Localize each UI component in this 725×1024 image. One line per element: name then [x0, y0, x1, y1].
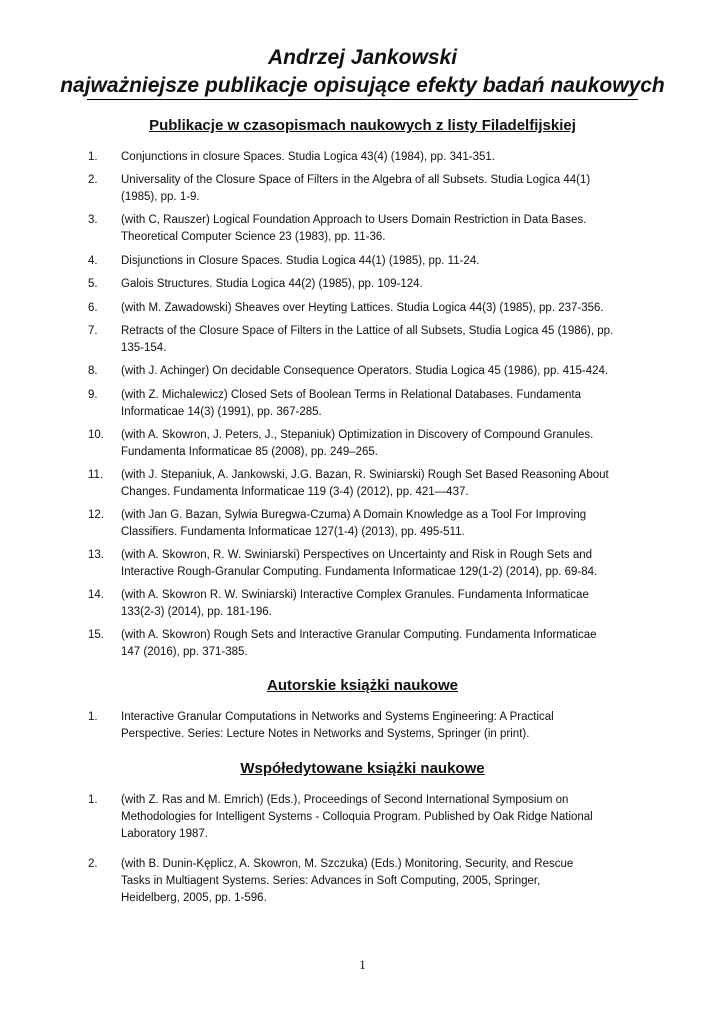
item-text: (with M. Zawadowski) Sheaves over Heyting Lattices. Studia Logica 44(3) (1985), pp. 237-356.	[121, 302, 604, 314]
item-text: Galois Structures. Studia Logica 44(2) (1985), pp. 109-124.	[121, 278, 423, 290]
item-number: 10.	[88, 429, 104, 441]
item-number: 12.	[88, 509, 104, 521]
item-number: 15.	[88, 629, 104, 641]
page-number: 1	[359, 957, 366, 972]
item-text: (with Z. Ras and M. Emrich) (Eds.), Proceedings of Second International Symposium on Methodologies for Intelligent Systems - Colloquia Program. Published by Oak Ridge National Laboratory 1987.	[121, 794, 593, 840]
item-number: 2.	[88, 858, 98, 870]
item-number: 1.	[88, 711, 98, 723]
item-number: 14.	[88, 589, 104, 601]
item-text: (with A. Skowron R. W. Swiniarski) Interactive Complex Granules. Fundamenta Informaticae 133(2-3) (2014), pp. 181-196.	[121, 589, 589, 618]
item-text: (with C, Rauszer) Logical Foundation Approach to Users Domain Restriction in Data Bases. Theoretical Computer Science 23 (1983), pp. 11-36.	[121, 214, 587, 243]
item-number: 5.	[88, 278, 98, 290]
item-number: 8.	[88, 365, 98, 377]
title-underline	[87, 99, 638, 100]
item-text: Conjunctions in closure Spaces. Studia Logica 43(4) (1984), pp. 341-351.	[121, 151, 495, 163]
section-heading-authored-books: Autorskie książki naukowe	[267, 677, 458, 694]
item-number: 13.	[88, 549, 104, 561]
item-text: (with J. Achinger) On decidable Consequence Operators. Studia Logica 45 (1986), pp. 415-424.	[121, 365, 609, 377]
item-text: Retracts of the Closure Space of Filters in the Lattice of all Subsets, Studia Logica 45 (1986), pp. 135-154.	[121, 325, 614, 354]
item-text: (with J. Stepaniuk, A. Jankowski, J.G. Bazan, R. Swiniarski) Rough Set Based Reasoning About Changes. Fundamenta Informaticae 119 (3-4) (2012), pp. 421—437.	[121, 469, 609, 498]
item-text: (with Z. Michalewicz) Closed Sets of Boolean Terms in Relational Databases. Fundamenta Informaticae 14(3) (1991), pp. 367-285.	[121, 389, 581, 418]
item-number: 1.	[88, 151, 98, 163]
item-number: 3.	[88, 214, 98, 226]
author-name: Andrzej Jankowski	[267, 46, 458, 69]
section-heading-journals: Publikacje w czasopismach naukowych z listy Filadelfijskiej	[149, 117, 576, 134]
item-text: (with A. Skowron) Rough Sets and Interactive Granular Computing. Fundamenta Informaticae 147 (2016), pp. 371-385.	[121, 629, 597, 658]
item-text: Universality of the Closure Space of Filters in the Algebra of all Subsets. Studia Logica 44(1) (1985), pp. 1-9.	[121, 174, 591, 203]
item-number: 9.	[88, 389, 98, 401]
item-text: (with A. Skowron, J. Peters, J., Stepaniuk) Optimization in Discovery of Compound Granules. Fundamenta Informaticae 85 (2008), pp. 249–265.	[121, 429, 594, 458]
item-number: 1.	[88, 794, 98, 806]
item-number: 4.	[88, 255, 98, 267]
item-number: 6.	[88, 302, 98, 314]
item-text: (with A. Skowron, R. W. Swiniarski) Perspectives on Uncertainty and Risk in Rough Sets and Interactive Rough-Granular Computing. Fundamenta Informaticae 129(1-2) (2014), pp. 69-84.	[121, 549, 598, 578]
item-number: 2.	[88, 174, 98, 186]
item-text: Interactive Granular Computations in Networks and Systems Engineering: A Practical Perspective. Series: Lecture Notes in Networks and Systems, Springer (in print).	[121, 711, 554, 740]
item-text: (with Jan G. Bazan, Sylwia Buregwa-Czuma) A Domain Knowledge as a Tool For Improving Classifiers. Fundamenta Informaticae 127(1-4) (2013), pp. 495-511.	[121, 509, 587, 538]
item-text: Disjunctions in Closure Spaces. Studia Logica 44(1) (1985), pp. 11-24.	[121, 255, 480, 267]
section-heading-coedited-books: Współedytowane książki naukowe	[240, 760, 485, 777]
item-number: 7.	[88, 325, 98, 337]
item-number: 11.	[88, 469, 104, 481]
document-subtitle: najważniejsze publikacje opisujące efekty badań naukowych	[60, 74, 665, 97]
item-text: (with B. Dunin-Kęplicz, A. Skowron, M. Szczuka) (Eds.) Monitoring, Security, and Rescue Tasks in Multiagent Systems. Series: Advances in Soft Computing, 2005, Springer, Heidelberg, 2005, pp. 1-596.	[121, 858, 574, 904]
